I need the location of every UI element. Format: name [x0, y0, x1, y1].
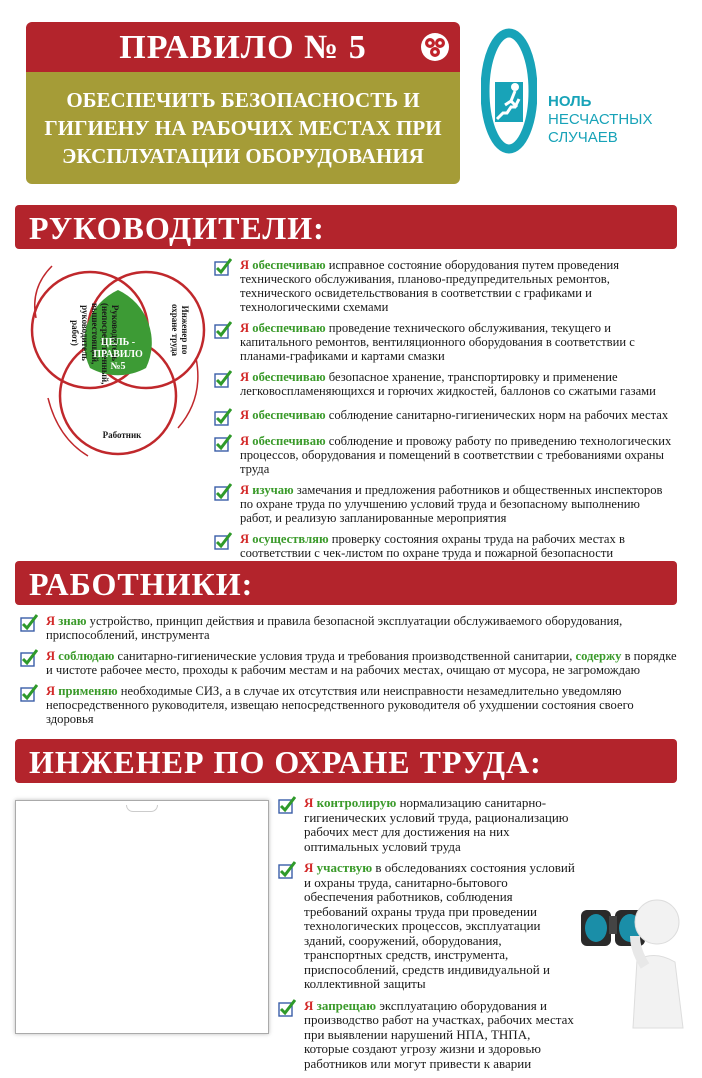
list-item: Я изучаю замечания и предложения работников и общественных инспекторов по охране труда по улучшению условий труда и безопасному выполнению работ, и реализую запланированные мероприятия: [214, 483, 674, 525]
checkmark-icon: [214, 532, 232, 550]
section-title-managers: РУКОВОДИТЕЛИ:: [15, 205, 677, 249]
list-item: Я запрещаю эксплуатацию оборудования и производство работ на участках, рабочих местах при выявлении нарушений НПА, ТНПА, которые создают угрозу жизни и здоровью работников или могут привести к аварии: [278, 999, 578, 1072]
list-item: Я применяю необходимые СИЗ, а в случае их отсутствия или неисправности незамедлительно уведомляю непосредственного руководителя, извещаю непосредственного руководителя об ухудшении состояния своего здоровья: [20, 684, 680, 726]
list-item: Я осуществляю проверку состояния охраны труда на рабочих местах в соответствии с чек-листом по охране труда и пожарной безопасности: [214, 532, 674, 560]
venn-label-worker: Работник: [102, 430, 142, 440]
workers-list: [20, 614, 680, 733]
gear-cluster-icon: [420, 32, 450, 62]
section-title-engineer: ИНЖЕНЕР ПО ОХРАНЕ ТРУДА:: [15, 739, 677, 783]
section-title-workers: РАБОТНИКИ:: [15, 561, 677, 605]
zero-logo-icon: [481, 27, 537, 155]
checkmark-icon: [214, 408, 232, 426]
logo-text: НОЛЬ НЕСЧАСТНЫХ СЛУЧАЕВ: [548, 93, 653, 146]
checkmark-icon: [20, 614, 38, 632]
photo-placeholder: [15, 800, 269, 1034]
checkmark-icon: [214, 321, 232, 339]
list-item: Я обеспечиваю соблюдение санитарно-гигиенических норм на рабочих местах: [214, 408, 674, 422]
list-item: Я обеспечиваю исправное состояние оборудования путем проведения технического обслуживания, планово-предупредительных ремонтов, технического освидетельствования в соответствии с графиками и технологическими схемами: [214, 258, 674, 314]
checkmark-icon: [20, 684, 38, 702]
rule-subtitle: ОБЕСПЕЧИТЬ БЕЗОПАСНОСТЬ И ГИГИЕНУ НА РАБОЧИХ МЕСТАХ ПРИ ЭКСПЛУАТАЦИИ ОБОРУДОВАНИЯ: [26, 72, 460, 184]
rule-title: ПРАВИЛО № 5: [26, 22, 460, 72]
venn-center-label: ЦЕЛЬ - ПРАВИЛО №5: [93, 337, 143, 372]
checkmark-icon: [20, 649, 38, 667]
list-item: Я обеспечиваю безопасное хранение, транспортировку и применение легковоспламеняющихся и горючих жидкостей, баллонов со сжатыми газами: [214, 370, 674, 398]
list-item: Я соблюдаю санитарно-гигиенические условия труда и требования производственной санитарии, содержу в порядке и чистоте рабочее место, проходы к рабочим местам и на рабочих местах, очищаю от мусора, не загромождаю: [20, 649, 680, 677]
checkmark-icon: [214, 258, 232, 276]
venn-label-engineer: Инженер по охране труда: [170, 303, 190, 357]
checkmark-icon: [278, 796, 296, 814]
list-item: Я знаю устройство, принцип действия и правила безопасной эксплуатации обслуживаемого оборудования, приспособлений, инструмента: [20, 614, 680, 642]
managers-list: [214, 258, 674, 567]
binoculars-figure-icon: [575, 870, 690, 1030]
checkmark-icon: [278, 999, 296, 1017]
checkmark-icon: [214, 370, 232, 388]
list-item: Я контролирую нормализацию санитарно-гигиенических условий труда, рационализацию рабочих мест для достижения на них оптимальных условий труда: [278, 796, 578, 854]
venn-label-manager: Руководитель (непосредственный, вышестоящий, руководитель работ): [70, 303, 120, 385]
checkmark-icon: [214, 434, 232, 452]
list-item: Я участвую в обследованиях состояния условий и охраны труда, санитарно-бытового обеспечения работников, соблюдения требований охраны труда при проведении технологических процессов, эксплуатации зданий, сооружений, оборудования, транспортных средств, инструмента, приспособлений, средств индивидуальной и коллективной защиты: [278, 861, 578, 992]
list-item: Я обеспечиваю проведение технического обслуживания, текущего и капитального ремонтов, вентиляционного оборудования в соответствии с планами-графиками и картами смазки: [214, 321, 674, 363]
list-item: Я обеспечиваю соблюдение и провожу работу по приведению технологических процессов, оборудования и помещений в соответствии с требованиями охраны труда: [214, 434, 674, 476]
engineer-list: [278, 796, 578, 1078]
checkmark-icon: [278, 861, 296, 879]
checkmark-icon: [214, 483, 232, 501]
